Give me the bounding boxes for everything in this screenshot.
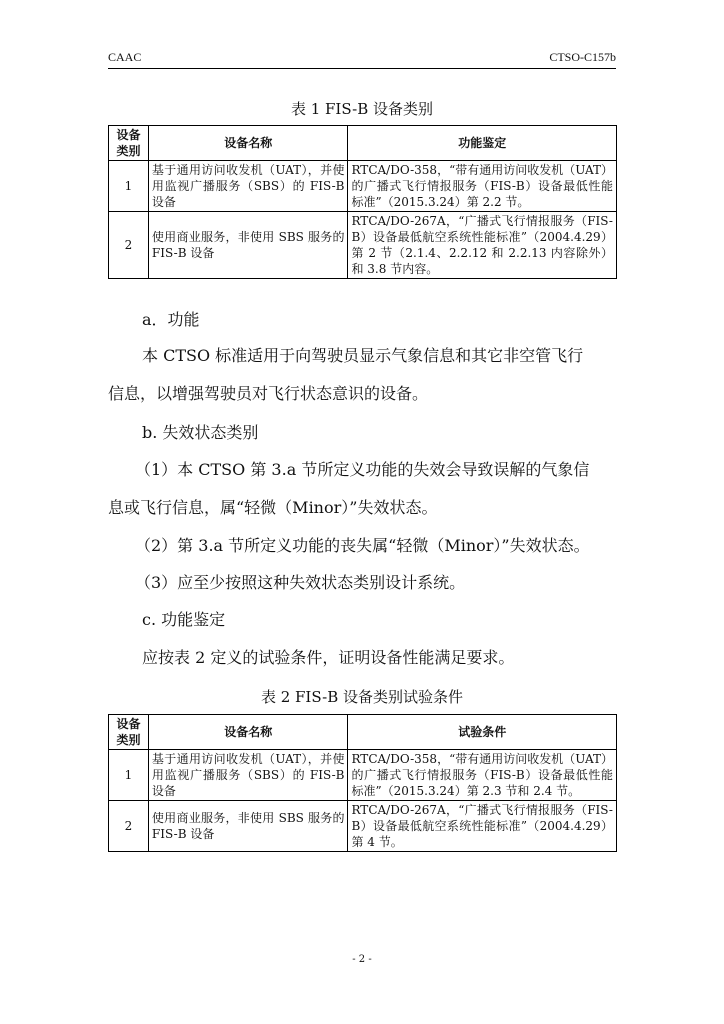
table2-cell-name: 使用商业服务，非使用 SBS 服务的 FIS-B 设备 [148,801,348,852]
table1-header-name: 设备名称 [148,126,348,161]
header-left: CAAC [108,50,142,64]
section-a-heading: a．功能 [142,310,200,329]
table1-cell-category: 2 [109,212,149,279]
header-rule [108,68,616,69]
section-c-heading: c. 功能鉴定 [142,610,226,629]
table2-cell-conditions: RTCA/DO-267A，“广播式飞行情报服务（FIS-B）设备最低航空系统性能标准”（2004.4.29）第 4 节。 [348,801,617,852]
table2-header-conditions: 试验条件 [348,715,617,750]
section-b-item2: （2）第 3.a 节所定义功能的丧失属“轻微（Minor）”失效状态。 [135,536,590,555]
section-a-paragraph-line1: 本 CTSO 标准适用于向驾驶员显示气象信息和其它非空管飞行 [142,346,584,365]
section-c-paragraph: 应按表 2 定义的试验条件，证明设备性能满足要求。 [142,648,515,667]
table2-caption: 表 2 FIS-B 设备类别试验条件 [260,688,464,706]
section-b-item3: （3）应至少按照这种失效状态类别设计系统。 [135,573,466,592]
section-b-item1-line1: （1）本 CTSO 第 3.a 节所定义功能的失效会导致误解的气象信 [135,460,590,479]
table1-cell-name: 基于通用访问收发机（UAT），并使用监视广播服务（SBS）的 FIS-B 设备 [148,161,348,212]
table1 [108,125,617,279]
table2-cell-name: 基于通用访问收发机（UAT），并使用监视广播服务（SBS）的 FIS-B 设备 [148,750,348,801]
table1-cell-name: 使用商业服务，非使用 SBS 服务的 FIS-B 设备 [148,212,348,279]
table2-header-category: 设备类别 [109,715,149,750]
table-row [109,212,617,279]
section-a-paragraph-line2: 信息，以增强驾驶员对飞行状态意识的设备。 [108,384,429,403]
table1-header-function: 功能鉴定 [348,126,617,161]
table1-caption: 表 1 FIS-B 设备类别 [290,100,434,118]
table1-cell-function: RTCA/DO-267A，“广播式飞行情报服务（FIS-B）设备最低航空系统性能标准”（2004.4.29）第 2 节（2.1.4、2.2.12 和 2.2.13 内容除外）和 3.8 节内容。 [348,212,617,279]
table-row [109,750,617,801]
table1-header-row [109,126,617,161]
table2 [108,714,617,852]
table1-cell-category: 1 [109,161,149,212]
header-right: CTSO-C157b [549,50,616,64]
table2-cell-conditions: RTCA/DO-358，“带有通用访问收发机（UAT）的广播式飞行情报服务（FIS-B）设备最低性能标准”（2015.3.24）第 2.3 节和 2.4 节。 [348,750,617,801]
table2-cell-category: 2 [109,801,149,852]
page-number: - 2 - [352,954,372,965]
section-b-item1-line2: 息或飞行信息，属“轻微（Minor）”失效状态。 [108,498,438,517]
table1-header-category: 设备类别 [109,126,149,161]
table2-header-name: 设备名称 [148,715,348,750]
table-row [109,801,617,852]
table1-cell-function: RTCA/DO-358，“带有通用访问收发机（UAT）的广播式飞行情报服务（FIS-B）设备最低性能标准”（2015.3.24）第 2.2 节。 [348,161,617,212]
table2-header-row [109,715,617,750]
table2-cell-category: 1 [109,750,149,801]
section-b-heading: b. 失效状态类别 [142,423,259,442]
table-row [109,161,617,212]
